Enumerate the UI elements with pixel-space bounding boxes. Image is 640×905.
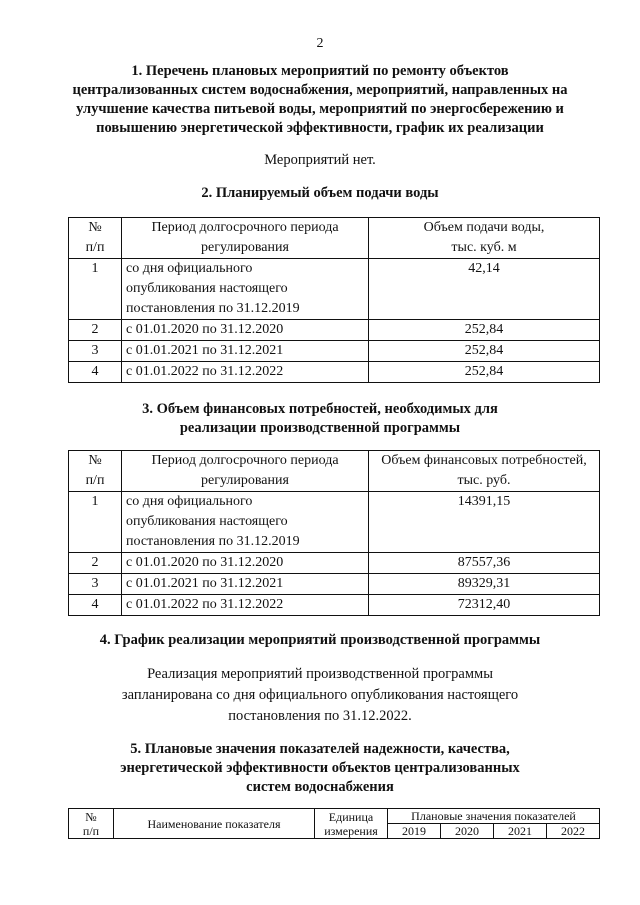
header-year: 2022 xyxy=(546,824,599,839)
header-text: Объем финансовых потребностей, xyxy=(381,453,587,468)
row-num: 2 xyxy=(69,553,122,574)
section4-title: 4. График реализации мероприятий производственной программы xyxy=(99,632,541,648)
financial-needs-table xyxy=(68,450,600,616)
indicators-table xyxy=(68,808,600,839)
section4-text-line: запланирована со дня официального опубликования настоящего xyxy=(121,687,519,703)
table-row xyxy=(69,259,600,320)
row-value: 252,84 xyxy=(369,341,600,362)
header-unit xyxy=(315,809,388,839)
header-indicator-name: Наименование показателя xyxy=(114,809,315,839)
table-header-row xyxy=(69,809,600,824)
header-num xyxy=(69,218,122,259)
row-period xyxy=(122,492,369,553)
section5-title-line: энергетической эффективности объектов централизованных xyxy=(120,760,520,776)
section4-text xyxy=(40,664,600,727)
row-num: 3 xyxy=(69,574,122,595)
table-row xyxy=(69,574,600,595)
section1-title-line: 1. Перечень плановых мероприятий по ремонту объектов xyxy=(131,63,509,79)
table-row xyxy=(69,341,600,362)
header-period xyxy=(122,218,369,259)
row-period: с 01.01.2021 по 31.12.2021 xyxy=(122,341,369,362)
header-text: № xyxy=(88,453,102,468)
section1-title-line: улучшение качества питьевой воды, мероприятий по энергосбережению и xyxy=(76,101,564,117)
row-value: 42,14 xyxy=(369,259,600,320)
section1-title-line: повышению энергетической эффективности, график их реализации xyxy=(96,120,544,136)
row-period: с 01.01.2020 по 31.12.2020 xyxy=(122,320,369,341)
header-year: 2019 xyxy=(388,824,441,839)
header-text: тыс. руб. xyxy=(457,473,511,488)
table-header-row xyxy=(69,218,600,259)
water-supply-table xyxy=(68,217,600,383)
row-num: 4 xyxy=(69,362,122,383)
row-period xyxy=(122,259,369,320)
page-number: 2 xyxy=(316,36,324,51)
row-period: с 01.01.2022 по 31.12.2022 xyxy=(122,595,369,616)
table-row xyxy=(69,320,600,341)
section3-title-line: 3. Объем финансовых потребностей, необходимых для xyxy=(142,401,498,417)
header-value xyxy=(369,218,600,259)
row-value: 252,84 xyxy=(369,362,600,383)
row-period: с 01.01.2022 по 31.12.2022 xyxy=(122,362,369,383)
period-line: постановления по 31.12.2019 xyxy=(126,301,300,316)
header-text: п/п xyxy=(85,473,105,488)
period-line: со дня официального xyxy=(126,494,253,509)
row-value: 87557,36 xyxy=(369,553,600,574)
header-text: № xyxy=(88,220,102,235)
header-text: регулирования xyxy=(201,240,289,255)
row-num: 3 xyxy=(69,341,122,362)
header-value xyxy=(369,451,600,492)
header-text: Единица xyxy=(328,809,374,824)
section5-title xyxy=(40,740,600,797)
table-row xyxy=(69,362,600,383)
header-period xyxy=(122,451,369,492)
row-value: 252,84 xyxy=(369,320,600,341)
header-num xyxy=(69,809,114,839)
header-text: регулирования xyxy=(201,473,289,488)
section5-title-line: 5. Плановые значения показателей надежности, качества, xyxy=(130,741,510,757)
row-value: 72312,40 xyxy=(369,595,600,616)
header-text: измерения xyxy=(324,823,378,838)
header-text: Период долгосрочного периода xyxy=(151,453,339,468)
section1-title xyxy=(40,62,600,138)
header-year: 2020 xyxy=(440,824,493,839)
section4-text-line: постановления по 31.12.2022. xyxy=(228,708,412,724)
table-header-row xyxy=(69,451,600,492)
header-text: Период долгосрочного периода xyxy=(151,220,339,235)
period-line: опубликования настоящего xyxy=(126,281,288,296)
section5-title-line: систем водоснабжения xyxy=(246,779,394,795)
section1-title-line: централизованных систем водоснабжения, мероприятий, направленных на xyxy=(72,82,568,98)
header-text: № xyxy=(85,809,97,824)
row-value: 89329,31 xyxy=(369,574,600,595)
row-period: с 01.01.2020 по 31.12.2020 xyxy=(122,553,369,574)
header-text: п/п xyxy=(82,823,100,838)
row-value: 14391,15 xyxy=(369,492,600,553)
table-row xyxy=(69,553,600,574)
section1-text: Мероприятий нет. xyxy=(264,152,376,168)
row-period: с 01.01.2021 по 31.12.2021 xyxy=(122,574,369,595)
header-text: тыс. куб. м xyxy=(451,240,517,255)
header-text: Объем подачи воды, xyxy=(423,220,545,235)
header-num xyxy=(69,451,122,492)
section2-title: 2. Планируемый объем подачи воды xyxy=(201,185,439,201)
header-text: п/п xyxy=(85,240,105,255)
period-line: постановления по 31.12.2019 xyxy=(126,534,300,549)
row-num: 4 xyxy=(69,595,122,616)
row-num: 1 xyxy=(69,259,122,320)
header-year: 2021 xyxy=(493,824,546,839)
row-num: 2 xyxy=(69,320,122,341)
period-line: опубликования настоящего xyxy=(126,514,288,529)
table-row xyxy=(69,492,600,553)
section3-title-line: реализации производственной программы xyxy=(179,420,461,436)
row-num: 1 xyxy=(69,492,122,553)
section3-title xyxy=(40,400,600,438)
period-line: со дня официального xyxy=(126,261,253,276)
header-planned-values: Плановые значения показателей xyxy=(388,809,600,824)
section4-text-line: Реализация мероприятий производственной программы xyxy=(147,666,493,682)
table-row xyxy=(69,595,600,616)
